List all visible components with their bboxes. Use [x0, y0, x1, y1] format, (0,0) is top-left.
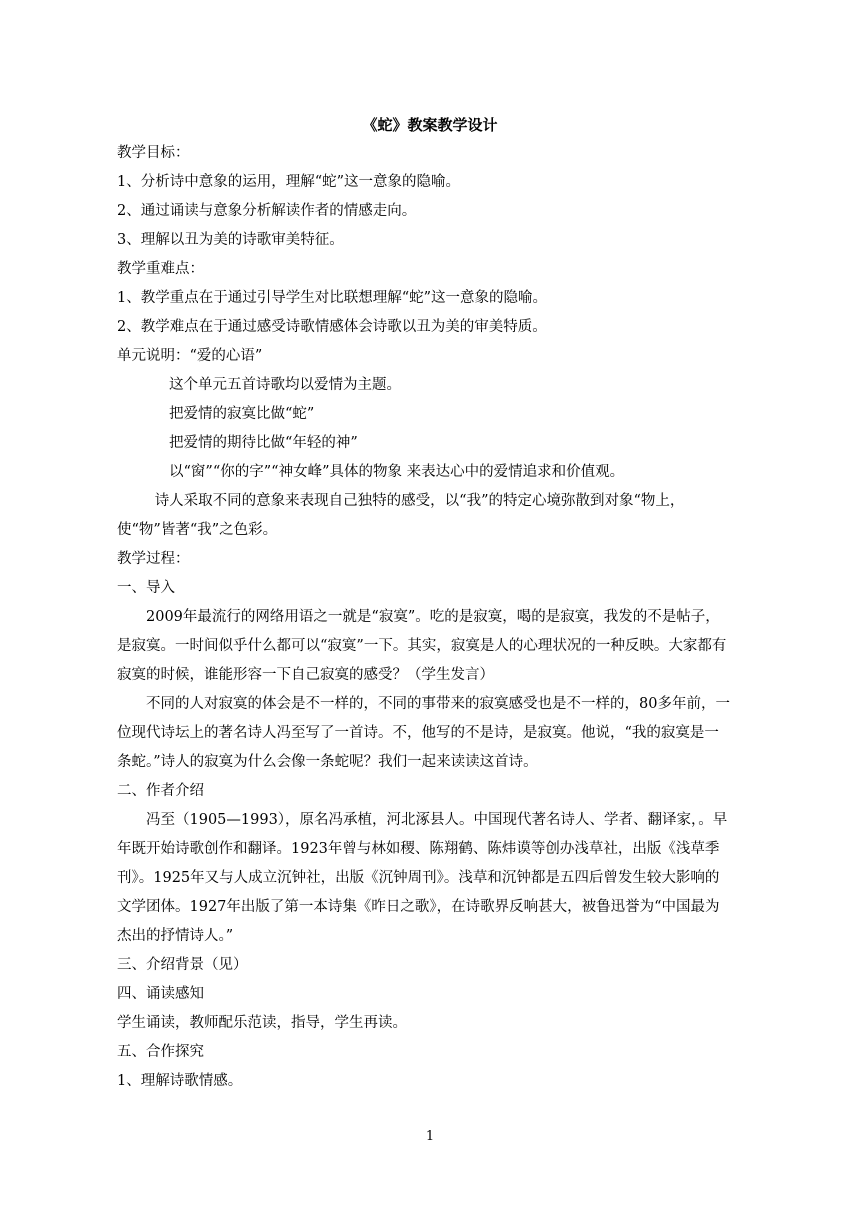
intro-paragraph: 不同的人对寂寞的体会是不一样的，不同的事带来的寂寞感受也是不一样的，80多年前，一位现代诗坛上的著名诗人冯至写了一首诗。不，他写的不是诗，是寂寞。他说，“我的寂寞是一条蛇。”诗人的寂寞为什么会像一条蛇呢？我们一起来读读这首诗。	[117, 696, 730, 770]
heading-teaching-process: 教学过程：	[117, 551, 190, 567]
section-heading-background: 三、介绍背景（见）	[117, 957, 248, 973]
heading-teaching-goals: 教学目标：	[117, 145, 190, 161]
intro-paragraph: 2009年最流行的网络用语之一就是“寂寞”。吃的是寂寞，喝的是寂寞，我发的不是帖子，是寂寞。一时间似乎什么都可以“寂寞”一下。其实，寂寞是人的心理状况的一种反映。大家都有寂寞的时候，谁能形容一下自己寂寞的感受？（学生发言）	[117, 609, 727, 683]
difficulty-item: 1、教学重点在于通过引导学生对比联想理解“蛇”这一意象的隐喻。	[117, 290, 548, 306]
goal-item: 2、通过诵读与意象分析解读作者的情感走向。	[117, 203, 417, 219]
goal-item: 3、理解以丑为美的诗歌审美特征。	[117, 232, 344, 248]
author-paragraph: 冯至（1905—1993），原名冯承植，河北涿县人。中国现代著名诗人、学者、翻译家，。早年既开始诗歌创作和翻译。1923年曾与林如稷、陈翔鹤、陈炜谟等创办浅草社，出版《浅草季刊》。1925年又与人成立沉钟社，出版《沉钟周刊》。浅草和沉钟都是五四后曾发生较大影响的文学团体。1927年出版了第一本诗集《昨日之歌》，在诗歌界反响甚大，被鲁迅誉为“中国最为杰出的抒情诗人。”	[117, 812, 728, 944]
difficulty-item: 2、教学难点在于通过感受诗歌情感体会诗歌以丑为美的审美特质。	[117, 319, 547, 335]
unit-note: 把爱情的期待比做“年轻的神”	[169, 435, 358, 451]
unit-note: 以“窗”“你的字”“神女峰”具体的物象 来表达心中的爱情追求和价值观。	[169, 464, 625, 480]
unit-summary-paragraph: 诗人采取不同的意象来表现自己独特的感受，以“我”的特定心境弥散到对象“物上，使“物”皆著“我”之色彩。	[117, 493, 685, 538]
reading-instructions: 学生诵读，教师配乐范读，指导，学生再读。	[117, 1015, 407, 1031]
section-heading-reading: 四、诵读感知	[117, 986, 204, 1002]
document-title: 《蛇》教案教学设计	[362, 116, 498, 134]
document-body	[117, 139, 733, 1096]
heading-key-difficulties: 教学重难点：	[117, 261, 204, 277]
unit-description: 单元说明：“爱的心语”	[117, 348, 263, 364]
unit-note: 把爱情的寂寞比做“蛇”	[169, 406, 315, 422]
section-heading-author: 二、作者介绍	[117, 783, 204, 799]
section-heading-intro: 一、导入	[117, 580, 175, 596]
page-number: 1	[425, 1129, 435, 1144]
unit-note: 这个单元五首诗歌均以爱情为主题。	[169, 377, 401, 393]
exploration-item: 1、理解诗歌情感。	[117, 1073, 243, 1089]
goal-item: 1、分析诗中意象的运用，理解“蛇”这一意象的隐喻。	[117, 174, 461, 190]
section-heading-exploration: 五、合作探究	[117, 1044, 204, 1060]
